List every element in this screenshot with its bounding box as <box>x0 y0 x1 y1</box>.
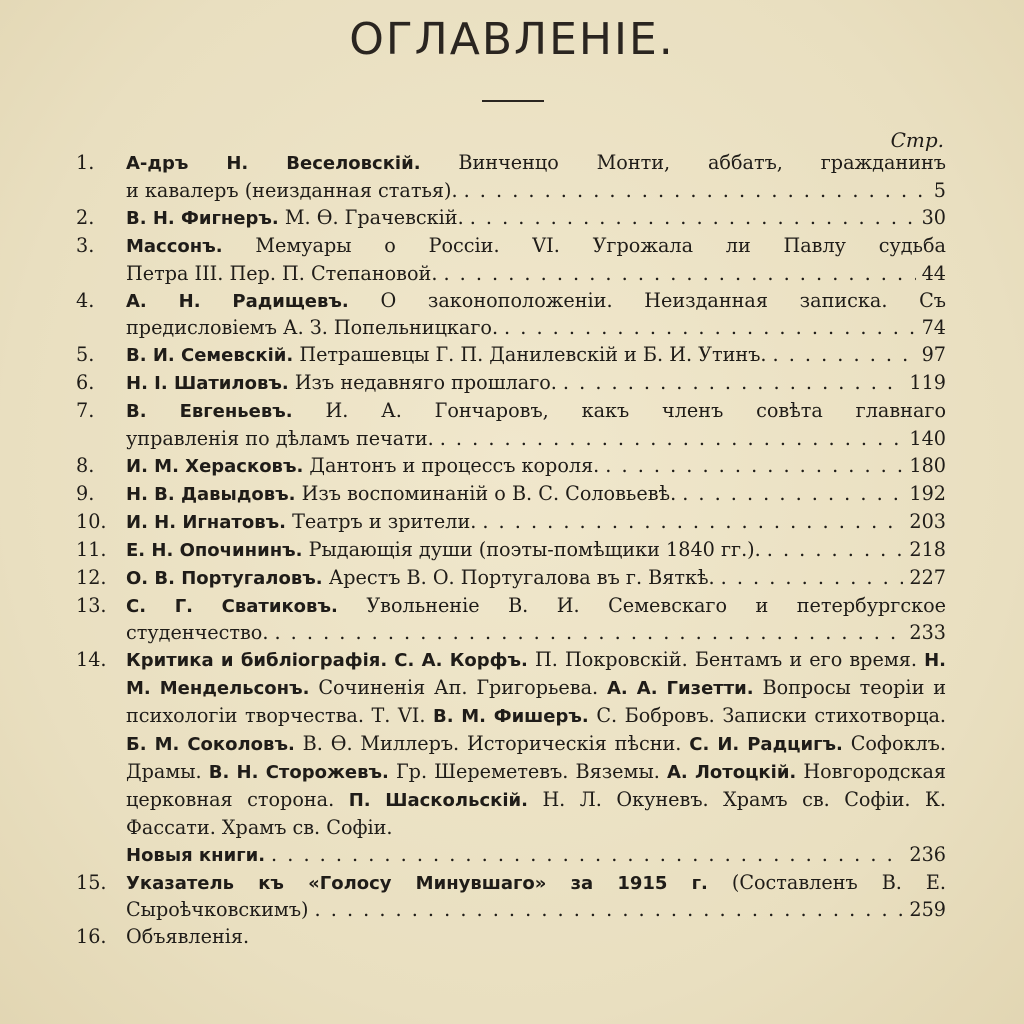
leader-dots <box>443 261 915 288</box>
entry-author: И. М. Херасковъ. <box>126 455 304 477</box>
entry-author: В. М. Фишеръ. <box>433 706 589 728</box>
entry-author: Н. М. Мендельсонъ. <box>126 650 946 700</box>
entry-author: И. Н. Игнатовъ. <box>126 511 286 533</box>
entry-number: 4. <box>76 288 95 312</box>
entry-title-cont: управленія по дѣламъ печати. <box>126 427 434 451</box>
leader-dots <box>271 842 903 869</box>
entry-author: А-дръ Н. Веселовскій. <box>126 153 421 174</box>
entry-page: 203 <box>909 509 946 533</box>
title-rule <box>482 100 544 102</box>
entry-title-cont: студенчество. <box>126 621 269 645</box>
entry-author: В. Н. Сторожевъ. <box>208 761 389 783</box>
toc-entry[interactable] <box>76 593 946 648</box>
toc-entry[interactable] <box>76 565 946 593</box>
toc-entry[interactable] <box>76 205 946 233</box>
page-column-label: Стр. <box>890 128 944 152</box>
entry-title: Арестъ В. О. Португалова въ г. Вяткѣ. <box>328 565 715 589</box>
entry-page: 30 <box>921 205 946 229</box>
leader-dots <box>482 509 903 536</box>
leader-dots <box>605 453 903 480</box>
entry-author: Б. М. Соколовъ. <box>126 734 295 756</box>
leader-dots <box>274 620 903 647</box>
entry-title: Новгородская церковная сторона. <box>126 759 946 811</box>
entry-author: А. Н. Радищевъ. <box>126 290 349 312</box>
entry-title: Изъ недавняго прошлаго. <box>294 371 557 395</box>
toc-entry[interactable] <box>76 537 946 565</box>
toc-entry[interactable] <box>76 481 946 509</box>
entry-number: 5. <box>76 343 95 367</box>
entry-title: С. Бобровъ. Записки стихотворца. <box>596 704 946 728</box>
toc-entry[interactable] <box>76 342 946 370</box>
entry-title: Вопросы теоріи и психологіи творчества. Т. VI. <box>126 676 946 728</box>
section-heading: Критика и библіографія. <box>126 650 388 672</box>
entry-number: 12. <box>76 565 107 589</box>
entry-author: О. В. Португаловъ. <box>126 567 323 589</box>
entry-author: С. А. Корфъ. <box>394 650 528 672</box>
entry-author: С. Г. Сватиковъ. <box>126 595 338 617</box>
entry-title: П. Покровскій. Бентамъ и его время. <box>535 648 917 672</box>
leader-dots <box>315 897 904 924</box>
entry-number: 2. <box>76 205 95 229</box>
entry-number: 11. <box>76 537 107 561</box>
toc-entry[interactable] <box>76 870 946 925</box>
entry-author: С. И. Радцигъ. <box>689 734 843 756</box>
leader-dots <box>464 178 928 205</box>
leader-dots <box>440 426 904 453</box>
entry-title: Рыдающія души (поэты-помѣщики 1840 гг.). <box>308 537 761 561</box>
toc-entry[interactable] <box>76 509 946 537</box>
entry-number: 8. <box>76 453 95 477</box>
entry-number: 14. <box>76 648 107 672</box>
toc-entry[interactable] <box>76 370 946 398</box>
leader-dots <box>767 537 904 564</box>
entry-page: 180 <box>909 453 946 477</box>
entry-title-cont: Петра III. Пер. П. Степановой. <box>126 261 438 285</box>
entry-title: О законоположеніи. Неизданная записка. Съ <box>380 288 946 312</box>
toc-entry[interactable] <box>76 924 946 951</box>
entry-author: Указатель къ «Голосу Минувшаго» за 1915 г. <box>126 872 708 894</box>
entry-title: Объявленія. <box>126 925 250 949</box>
entry-page: 236 <box>909 842 946 866</box>
toc-entry[interactable] <box>76 398 946 453</box>
entry-title: (Составленъ В. Е. <box>731 870 946 894</box>
toc-entry[interactable] <box>76 647 946 869</box>
entry-author: Н. В. Давыдовъ. <box>126 483 296 505</box>
entry-title: Н. Л. Окуневъ. Храмъ св. Софіи. К. Фассати. Храмъ св. Софіи. <box>126 787 946 839</box>
toc-entry[interactable] <box>76 233 946 288</box>
toc-entry[interactable] <box>76 288 946 343</box>
entry-page: 192 <box>909 481 946 505</box>
entry-number: 3. <box>76 233 95 257</box>
entry-page: 74 <box>921 316 946 340</box>
entry-page: 218 <box>909 537 946 561</box>
entry-title: Софоклъ. Драмы. <box>126 732 946 783</box>
entry-author: В. Н. Фигнеръ. <box>126 207 279 229</box>
entry-number: 7. <box>76 399 95 423</box>
entry-page: 97 <box>921 343 946 367</box>
entry-author: Массонъ. <box>126 235 223 257</box>
entry-author: Е. Н. Опочининъ. <box>126 539 303 561</box>
entry-author: Новыя книги. <box>126 844 266 866</box>
entry-author: Н. І. Шатиловъ. <box>126 373 289 395</box>
toc-entry[interactable] <box>76 150 946 205</box>
entry-number: 13. <box>76 593 107 617</box>
entry-page: 140 <box>909 427 946 451</box>
leader-dots <box>721 565 904 592</box>
leader-dots <box>470 205 916 232</box>
entry-title: Театръ и зрители. <box>292 509 477 533</box>
entry-title: И. А. Гончаровъ, какъ членъ совѣта главнаго <box>325 399 946 423</box>
entry-number: 6. <box>76 371 95 395</box>
leader-dots <box>504 315 916 342</box>
entry-title: Увольненіе В. И. Семевскаго и петербургское <box>366 593 946 617</box>
entry-title: Мемуары о Россіи. VI. Угрожала ли Павлу судьба <box>255 233 946 257</box>
leader-dots <box>563 370 903 397</box>
entry-title: М. Ѳ. Грачевскій. <box>284 205 464 229</box>
leader-dots <box>773 342 916 369</box>
entry-title-cont: предисловіемъ А. З. Попельницкаго. <box>126 316 499 340</box>
entry-page: 5 <box>933 178 946 202</box>
entry-page: 233 <box>909 621 946 645</box>
entry-author: А. А. Гизетти. <box>606 678 754 700</box>
entry-page: 227 <box>909 565 946 589</box>
entry-author: В. Евгеньевъ. <box>126 401 293 423</box>
entry-author: В. И. Семевскій. <box>126 345 294 367</box>
entry-title: В. Ѳ. Миллеръ. Историческія пѣсни. <box>302 732 682 756</box>
entry-author: А. Лотоцкій. <box>666 761 797 783</box>
entry-author: П. Шаскольскій. <box>348 789 528 811</box>
entry-title: Петрашевцы Г. П. Данилевскій и Б. И. Утинъ. <box>299 343 767 367</box>
entry-title-cont: Сыроѣчковскимъ) <box>126 898 309 922</box>
entry-number: 16. <box>76 925 107 949</box>
entry-page: 259 <box>909 898 946 922</box>
entry-page: 44 <box>921 261 946 285</box>
table-of-contents <box>76 150 946 951</box>
entry-title-cont: и кавалеръ (неизданная статья). <box>126 178 458 202</box>
entry-title: Гр. Шереметевъ. Вяземы. <box>395 759 660 783</box>
entry-number: 15. <box>76 870 107 894</box>
entry-title: Изъ воспоминаній о В. С. Соловьевѣ. <box>301 481 677 505</box>
leader-dots <box>682 481 903 508</box>
toc-entry[interactable] <box>76 453 946 481</box>
entry-title: Дантонъ и процессъ короля. <box>309 453 600 477</box>
entry-page: 119 <box>909 371 946 395</box>
entry-number: 9. <box>76 481 95 505</box>
entry-number: 1. <box>76 151 95 174</box>
entry-number: 10. <box>76 509 107 533</box>
entry-title: Винченцо Монти, аббатъ, гражданинъ <box>458 151 946 174</box>
entry-title: Сочиненія Ап. Григорьева. <box>318 676 599 700</box>
page-title: ОГЛАВЛЕНІЕ. <box>349 14 675 65</box>
